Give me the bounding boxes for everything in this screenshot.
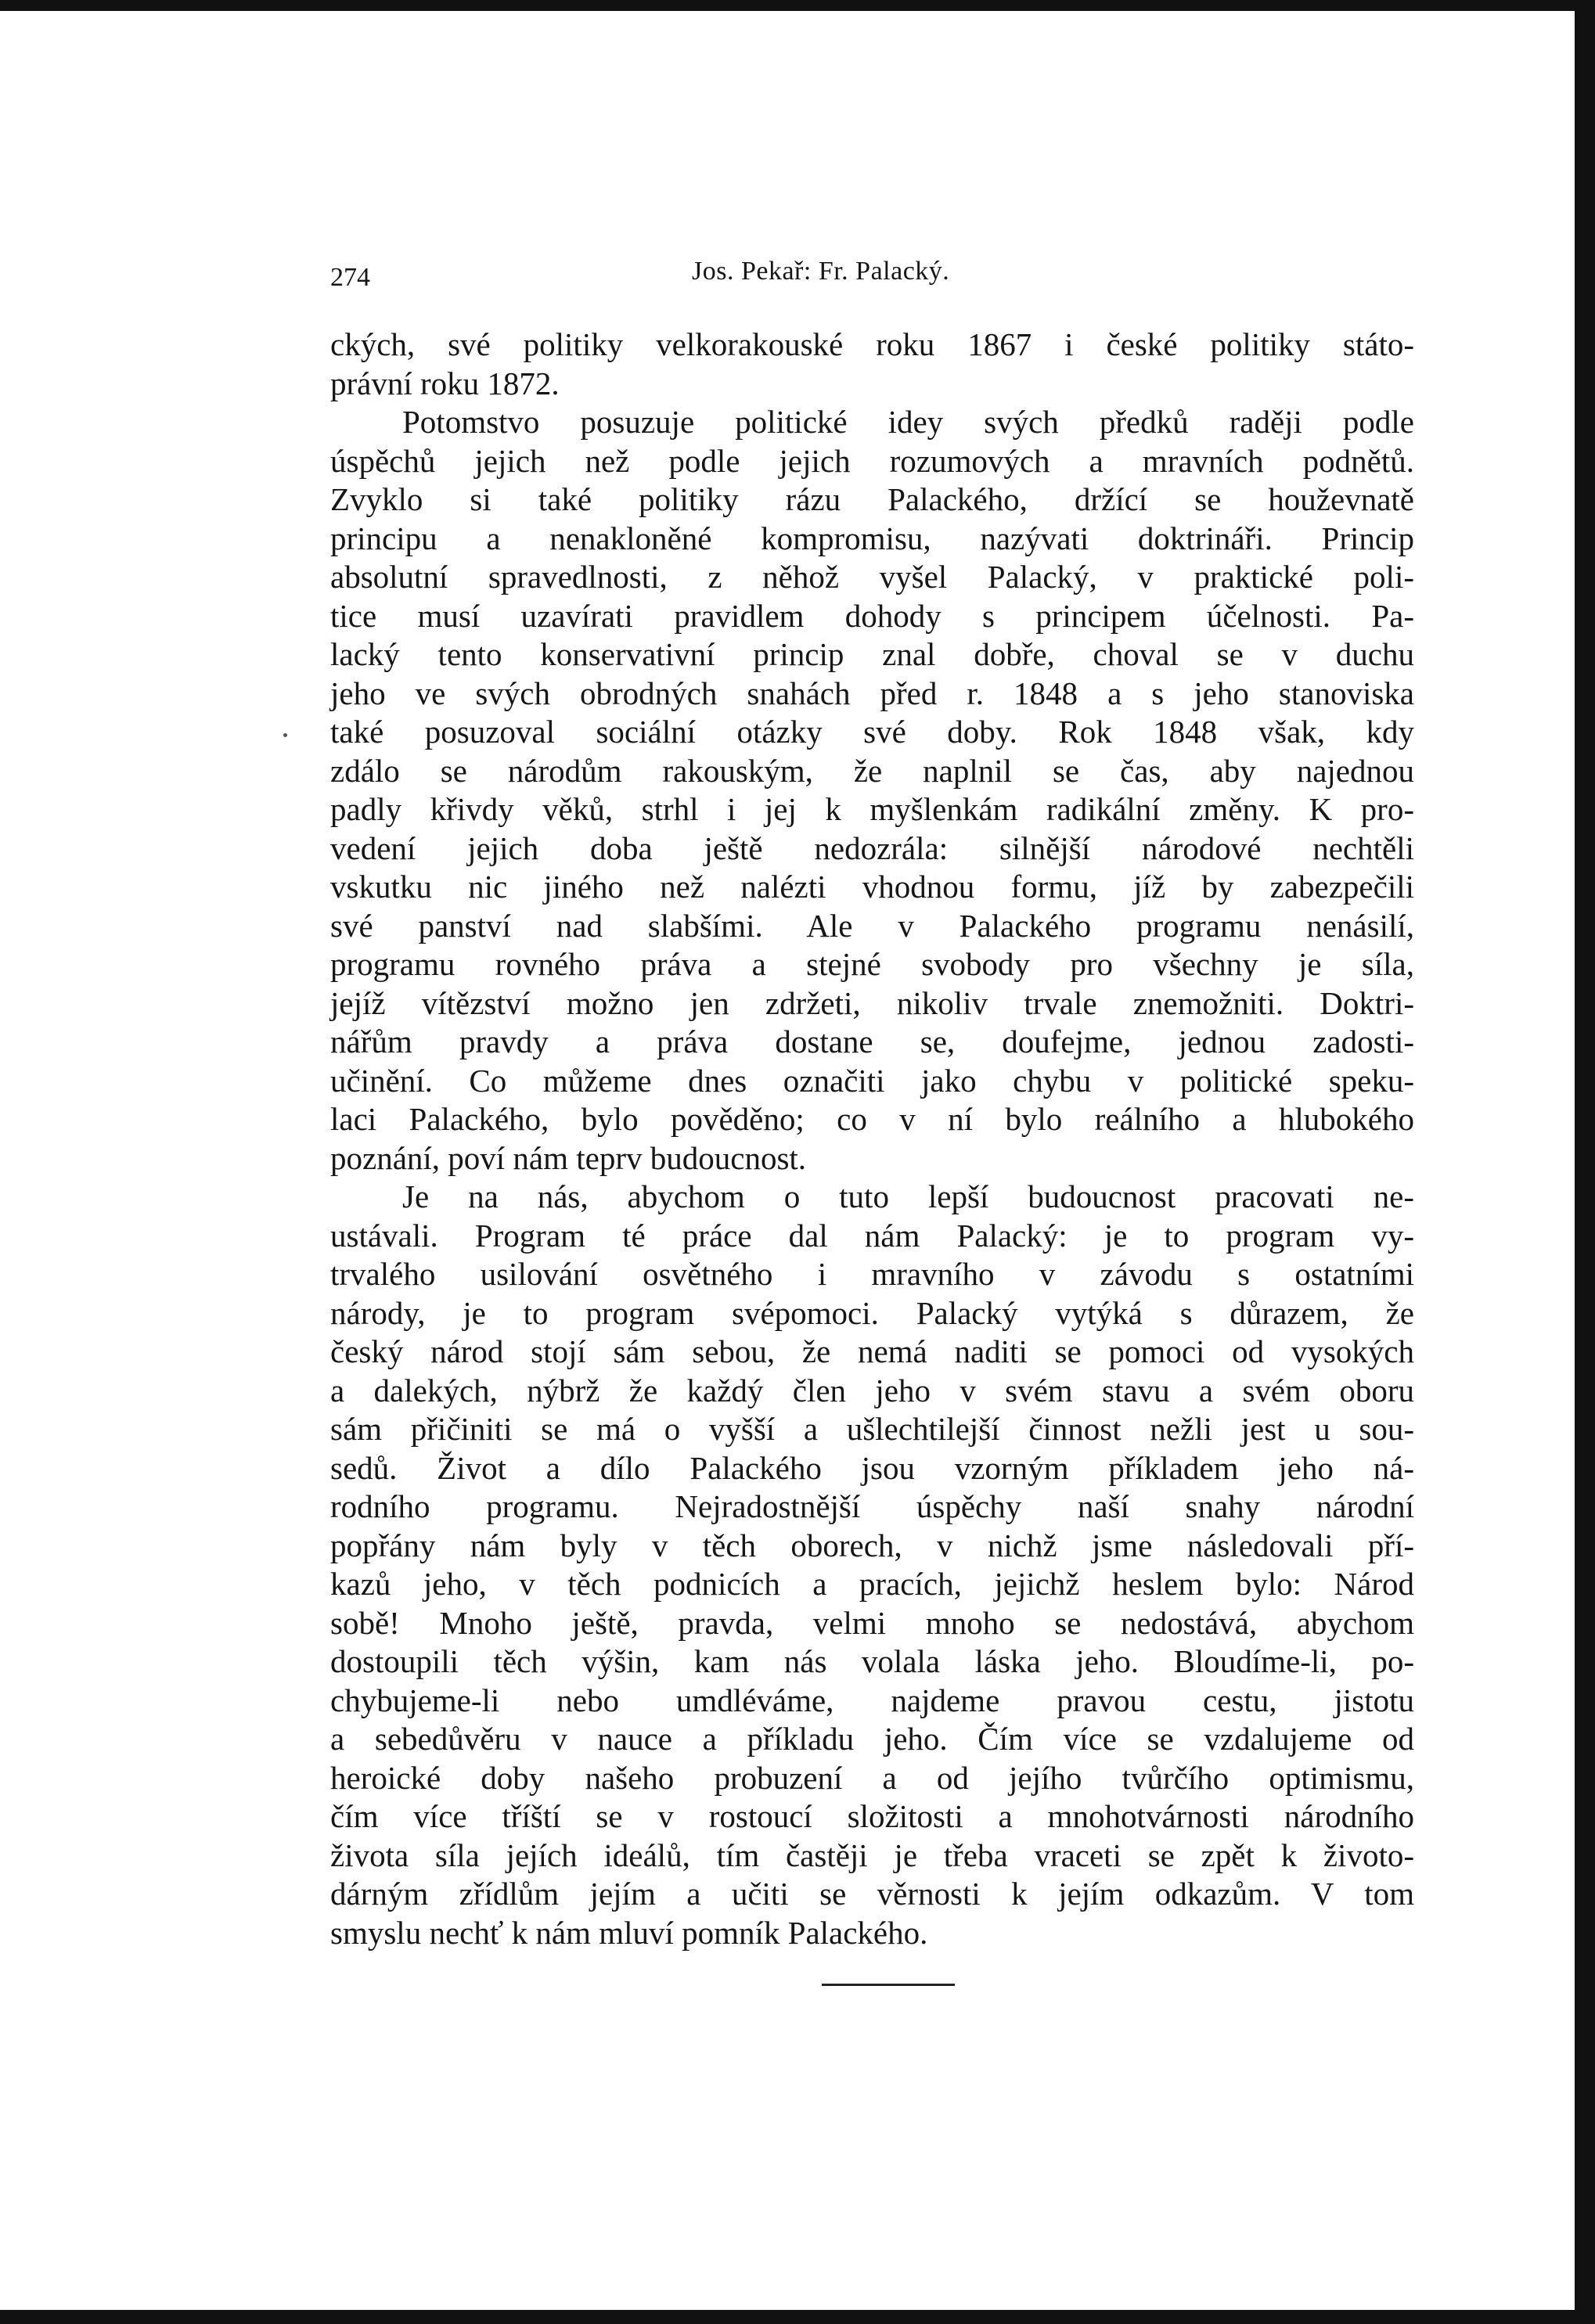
text-line: heroické doby našeho probuzení a od jejího tvůrčího optimismu, <box>330 1759 1414 1796</box>
text-line: národy, je to program svépomoci. Palacký vytýká s důrazem, že <box>330 1294 1414 1331</box>
text-line: vedení jejich doba ještě nedozrála: silnější národové nechtěli <box>330 829 1414 866</box>
text-line: principu a nenakloněné kompromisu, nazývati doktrináři. Princip <box>330 520 1414 556</box>
end-rule <box>822 1984 955 1986</box>
text-line: jejíž vítězství možno jen zdržeti, nikoliv trvale znemožniti. Doktri- <box>330 984 1414 1021</box>
text-line: Je na nás, abychom o tuto lepší budoucnost pracovati ne- <box>402 1178 1414 1214</box>
text-line: Potomstvo posuzuje politické idey svých předků raději podle <box>402 404 1414 440</box>
text-line: smyslu nechť k nám mluví pomník Palackého. <box>330 1914 928 1951</box>
page-header <box>330 257 1426 297</box>
text-line: sobě! Mnoho ještě, pravda, velmi mnoho se nedostává, abychom <box>330 1604 1414 1641</box>
text-line: také posuzoval sociální otázky své doby. Rok 1848 však, kdy <box>330 714 1414 750</box>
text-line: a sebedůvěru v nauce a příkladu jeho. Čím více se vzdalujeme od <box>330 1721 1414 1757</box>
running-head: Jos. Pekař: Fr. Palacký. <box>692 257 950 286</box>
text-line: ckých, své politiky velkorakouské roku 1867 i české politiky státo- <box>330 326 1414 362</box>
text-line: ustávali. Program té práce dal nám Palacký: je to program vy- <box>330 1217 1414 1254</box>
text-line: poznání, poví nám teprv budoucnost. <box>330 1139 807 1176</box>
text-line: absolutní spravedlnosti, z něhož vyšel Palacký, v praktické poli- <box>330 559 1414 595</box>
scan-speck <box>283 733 287 737</box>
text-line: své panství nad slabšími. Ale v Palackého programu nenásilí, <box>330 907 1414 944</box>
text-line: života síla jejích ideálů, tím častěji je třeba vraceti se zpět k životo- <box>330 1837 1414 1873</box>
text-line: sedů. Život a dílo Palackého jsou vzorným příkladem jeho ná- <box>330 1449 1414 1486</box>
text-line: jeho ve svých obrodných snahách před r. 1848 a s jeho stanoviska <box>330 675 1414 711</box>
text-line: český národ stojí sám sebou, že nemá naditi se pomoci od vysokých <box>330 1333 1414 1369</box>
text-line: dárným zřídlům jejím a učiti se věrnosti k jejím odkazům. V tom <box>330 1876 1414 1912</box>
page-number: 274 <box>330 263 370 292</box>
text-line: dostoupili těch výšin, kam nás volala láska jeho. Bloudíme-li, po- <box>330 1643 1414 1679</box>
text-line: rodního programu. Nejradostnější úspěchy naší snahy národní <box>330 1488 1414 1524</box>
text-line: čím více tříští se v rostoucí složitosti a mnohotvárnosti národního <box>330 1798 1414 1834</box>
text-line: vskutku nic jiného než nalézti vhodnou formu, jíž by zabezpečili <box>330 869 1414 905</box>
text-line: učinění. Co můžeme dnes označiti jako chybu v politické speku- <box>330 1062 1414 1099</box>
text-line: chybujeme-li nebo umdléváme, najdeme pravou cestu, jistotu <box>330 1682 1414 1718</box>
text-line: laci Palackého, bylo pověděno; co v ní bylo reálního a hlubokého <box>330 1101 1414 1137</box>
text-line: zdálo se národům rakouským, že naplnil se čas, aby najednou <box>330 752 1414 789</box>
text-line: padly křivdy věků, strhl i jej k myšlenkám radikální změny. K pro- <box>330 791 1414 827</box>
text-line: úspěchů jejich než podle jejich rozumových a mravních podnětů. <box>330 442 1414 479</box>
text-line: popřány nám byly v těch oborech, v nichž jsme následovali pří- <box>330 1527 1414 1563</box>
text-line: právní roku 1872. <box>330 365 560 401</box>
text-line: lacký tento konservativní princip znal dobře, choval se v duchu <box>330 636 1414 672</box>
text-line: a dalekých, nýbrž že každý člen jeho v svém stavu a svém oboru <box>330 1372 1414 1408</box>
text-line: tice musí uzavírati pravidlem dohody s principem účelnosti. Pa- <box>330 597 1414 634</box>
text-line: programu rovného práva a stejné svobody pro všechny je síla, <box>330 946 1414 982</box>
text-line: Zvyklo si také politiky rázu Palackého, držící se houževnatě <box>330 481 1414 517</box>
body-text <box>330 326 1414 1952</box>
text-line: sám přičiniti se má o vyšší a ušlechtilejší činnost nežli jest u sou- <box>330 1411 1414 1447</box>
text-line: trvalého usilování osvětného i mravního v závodu s ostatními <box>330 1256 1414 1292</box>
text-line: kazů jeho, v těch podnicích a pracích, jejichž heslem bylo: Národ <box>330 1566 1414 1602</box>
text-line: nářům pravdy a práva dostane se, doufejme, jednou zadosti- <box>330 1023 1414 1059</box>
